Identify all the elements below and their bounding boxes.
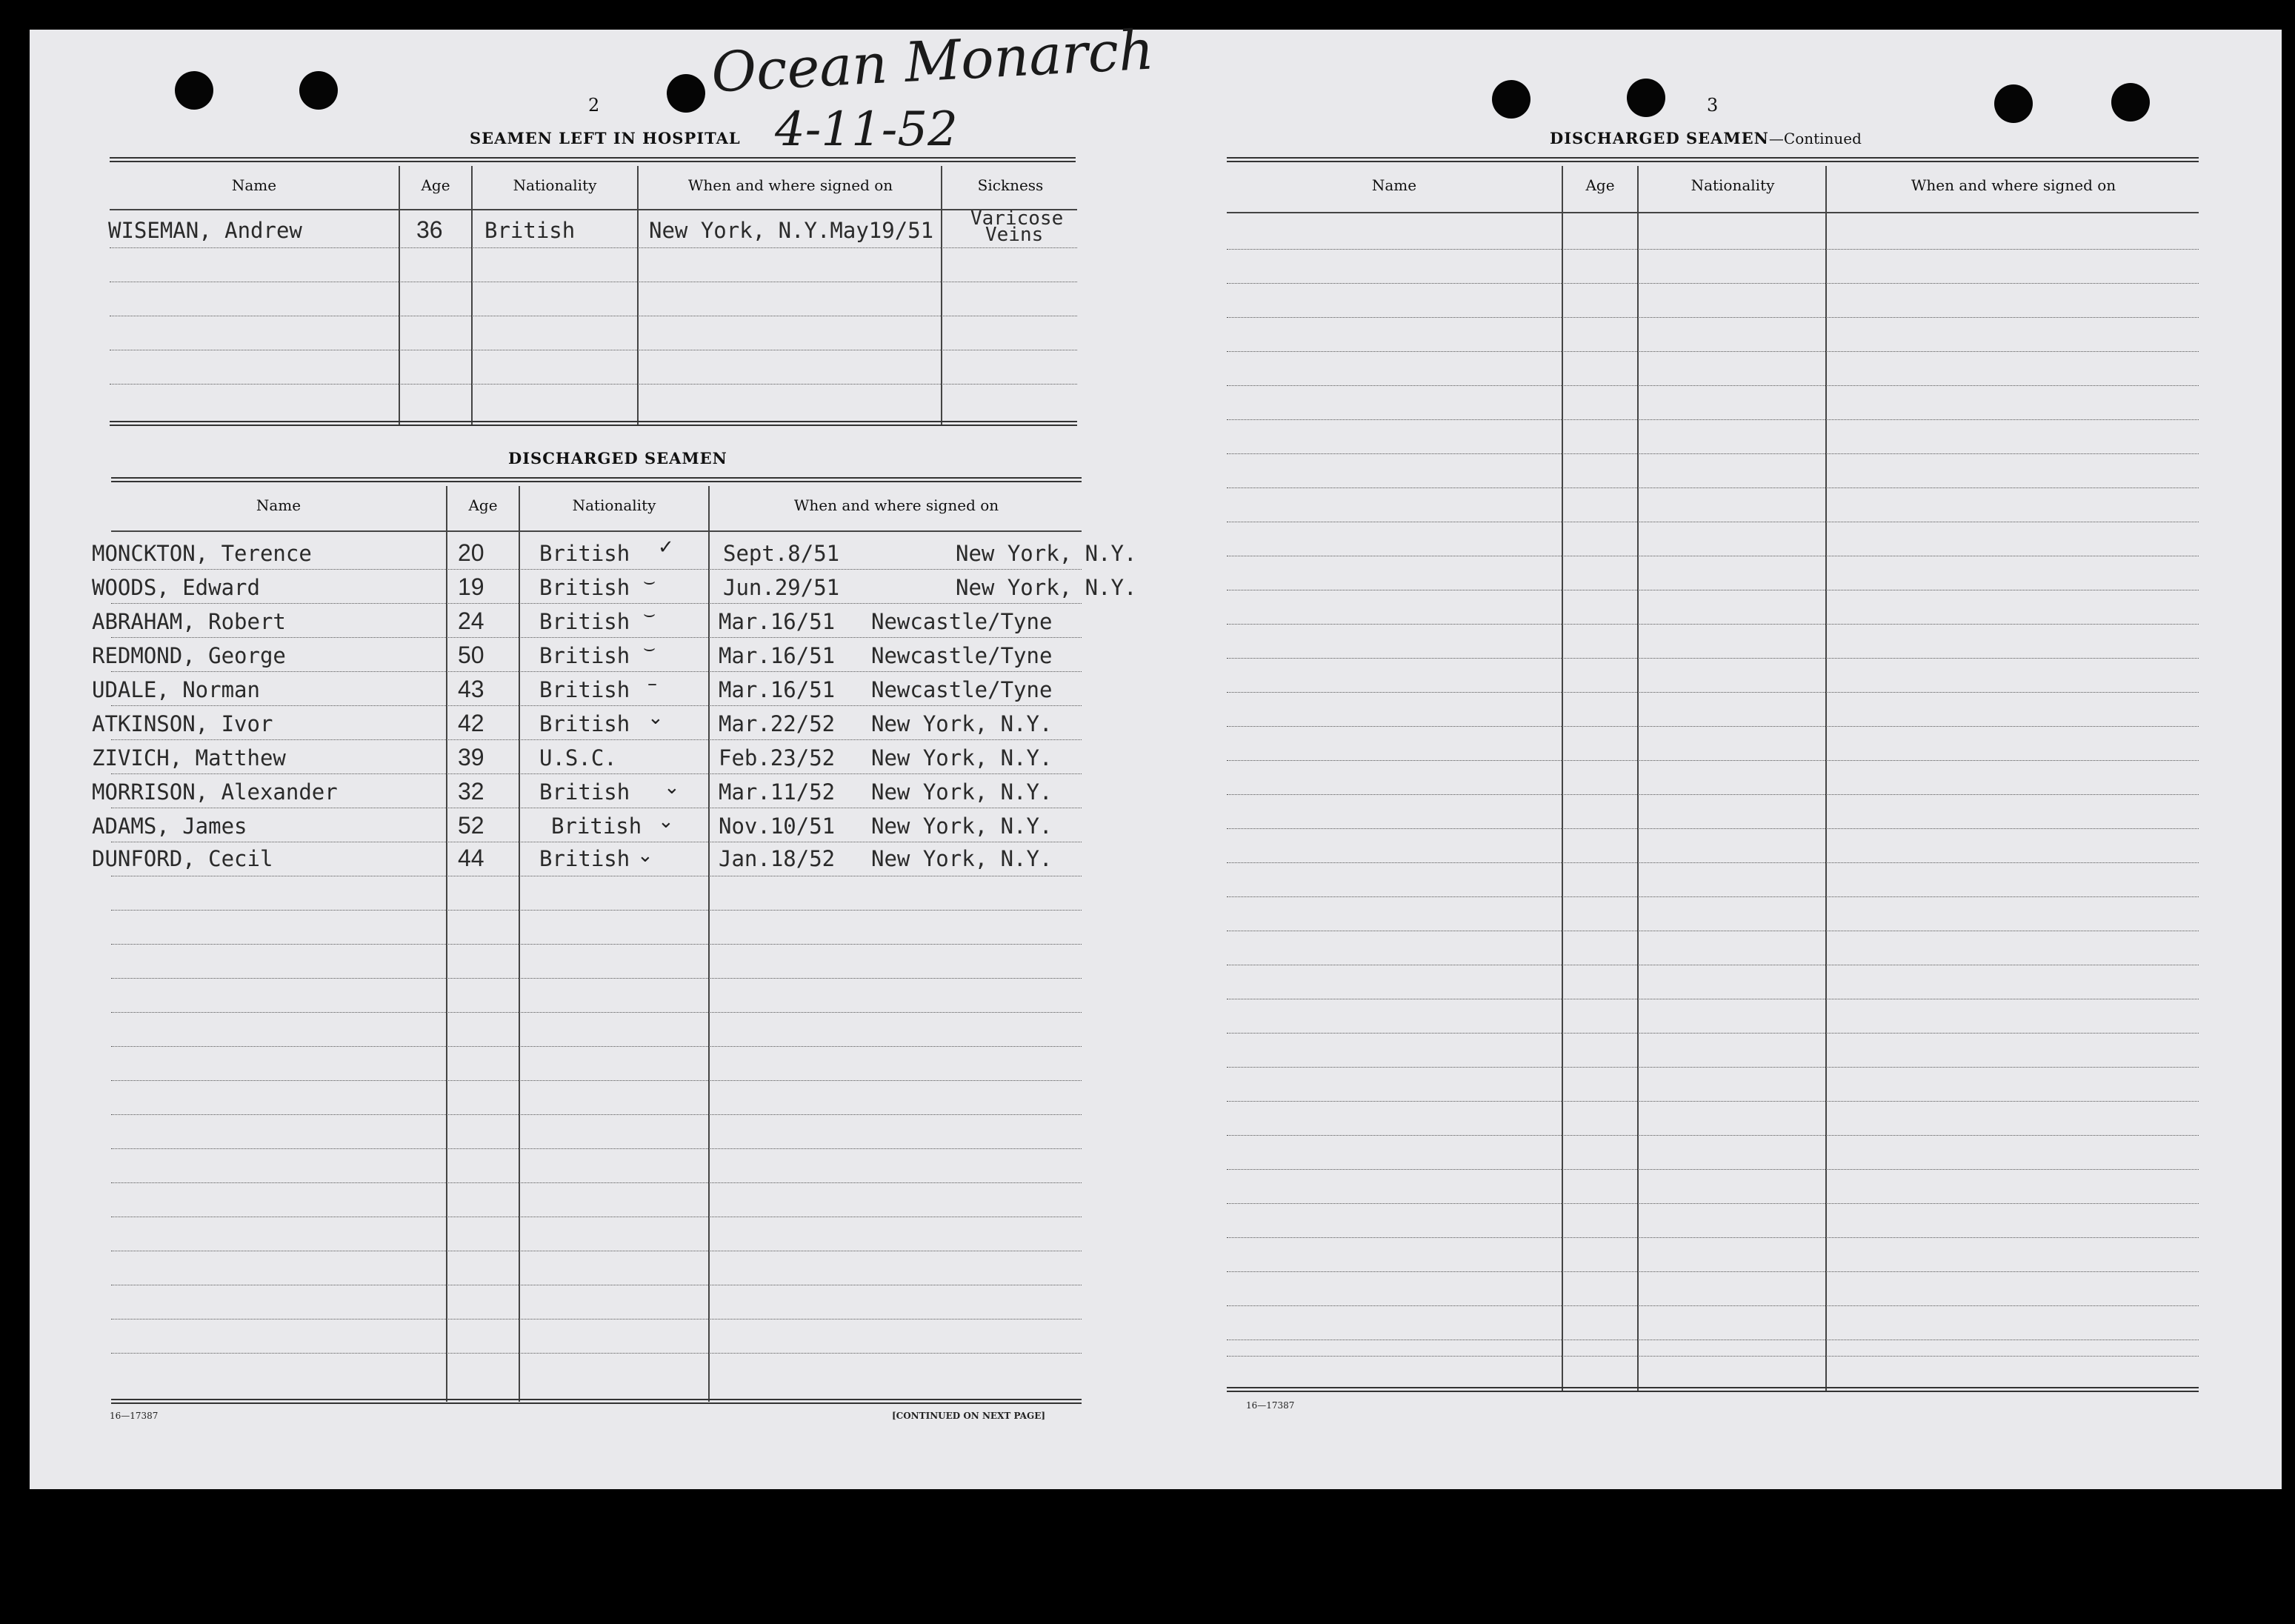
signed-on-place: New York, N.Y. (871, 745, 1053, 771)
seaman-name: DUNFORD, Cecil (92, 846, 273, 871)
seaman-age: 19 (458, 573, 484, 600)
seaman-age: 32 (458, 778, 484, 805)
column-header-signed-on: When and where signed on (1911, 176, 2116, 194)
seaman-sickness: Veins (985, 224, 1044, 246)
signed-on-place: Newcastle/Tyne (871, 609, 1053, 634)
seaman-age: 43 (458, 676, 484, 702)
signed-on-date: Nov.10/51 (719, 813, 836, 839)
punch-hole (1627, 79, 1665, 117)
column-header-sickness: Sickness (977, 176, 1044, 194)
section-title-hospital: SEAMEN LEFT IN HOSPITAL (470, 129, 741, 147)
table-top-rule (110, 157, 1076, 162)
signed-on-date: Jun.29/51 (723, 575, 840, 600)
signed-on-date: Mar.11/52 (719, 779, 836, 805)
seaman-nationality: British (539, 541, 630, 566)
seaman-nationality: British (484, 218, 576, 243)
handwritten-ship-name: Ocean Monarch (710, 18, 1156, 105)
seaman-name: WISEMAN, Andrew (108, 218, 302, 243)
check-mark: ⌣ (643, 637, 656, 659)
seaman-nationality: British (539, 846, 630, 871)
punch-hole (2111, 83, 2150, 122)
signed-on-date: Jan.18/52 (719, 846, 836, 871)
page-number: 3 (1707, 95, 1719, 116)
seaman-name: UDALE, Norman (92, 677, 260, 702)
seaman-nationality: British (539, 779, 630, 805)
check-mark: ⌄ (658, 811, 674, 833)
seaman-nationality: British (551, 813, 642, 839)
column-header-name: Name (256, 496, 302, 514)
check-mark: ⌄ (647, 707, 664, 729)
signed-on-place: New York, N.Y. (871, 846, 1053, 871)
signed-on-place: New York, N.Y. (871, 711, 1053, 736)
seaman-name: ATKINSON, Ivor (92, 711, 273, 736)
punch-hole (667, 74, 705, 113)
column-header-age: Age (1585, 176, 1615, 194)
column-header-signed-on: When and where signed on (687, 176, 893, 194)
seaman-age: 44 (458, 845, 484, 871)
signed-on-place: New York, N.Y. (956, 575, 1137, 600)
continued-note: [CONTINUED ON NEXT PAGE] (892, 1411, 1046, 1421)
signed-on-date: Mar.22/52 (719, 711, 836, 736)
section-title-discharged-continued: DISCHARGED SEAMEN—Continued (1550, 129, 1862, 147)
column-header-name: Name (231, 176, 277, 194)
seaman-name: REDMOND, George (92, 643, 286, 668)
check-mark: ⌄ (664, 776, 680, 799)
column-header-nationality: Nationality (572, 496, 656, 514)
seaman-sickness: Varicose (970, 207, 1064, 230)
signed-on-place: New York, N.Y. (956, 541, 1137, 566)
check-mark: – (647, 673, 657, 695)
seaman-age: 39 (458, 744, 484, 771)
punch-hole (299, 71, 338, 110)
signed-on-place: New York, N.Y. (871, 779, 1053, 805)
seaman-name: WOODS, Edward (92, 575, 260, 600)
seaman-age: 24 (458, 608, 484, 634)
column-header-nationality: Nationality (513, 176, 597, 194)
seaman-age: 50 (458, 642, 484, 668)
punch-hole (175, 71, 213, 110)
column-header-age: Age (421, 176, 450, 194)
seaman-age: 42 (458, 710, 484, 736)
punch-hole (1492, 80, 1530, 119)
signed-on-date: Mar.16/51 (719, 609, 836, 634)
handwritten-date: 4-11-52 (775, 102, 958, 157)
check-mark: ⌣ (643, 603, 656, 625)
check-mark: ⌣ (643, 570, 656, 593)
seaman-name: ZIVICH, Matthew (92, 745, 286, 771)
seaman-age: 20 (458, 539, 484, 566)
seaman-nationality: U.S.C. (539, 745, 617, 771)
check-mark: ✓ (658, 536, 674, 559)
section-title-discharged: DISCHARGED SEAMEN (508, 449, 727, 467)
form-number: 16—17387 (110, 1411, 159, 1421)
form-number: 16—17387 (1246, 1400, 1295, 1411)
seaman-nationality: British (539, 575, 630, 600)
column-header-signed-on: When and where signed on (793, 496, 999, 514)
signed-on-place: Newcastle/Tyne (871, 643, 1053, 668)
seaman-nationality: British (539, 711, 630, 736)
check-mark: ⌄ (637, 845, 653, 867)
seaman-name: ADAMS, James (92, 813, 247, 839)
signed-on-place: Newcastle/Tyne (871, 677, 1053, 702)
seaman-name: MORRISON, Alexander (92, 779, 338, 805)
seaman-nationality: British (539, 643, 630, 668)
column-header-age: Age (468, 496, 498, 514)
signed-on-date: Feb.23/52 (719, 745, 836, 771)
seaman-age: 36 (416, 216, 443, 243)
seaman-signed-on: New York, N.Y.May19/51 (649, 218, 934, 243)
seaman-nationality: British (539, 677, 630, 702)
seaman-age: 52 (458, 812, 484, 839)
signed-on-place: New York, N.Y. (871, 813, 1053, 839)
seaman-name: ABRAHAM, Robert (92, 609, 286, 634)
seaman-name: MONCKTON, Terence (92, 541, 312, 566)
column-header-name: Name (1371, 176, 1417, 194)
punch-hole (1994, 84, 2033, 123)
column-header-nationality: Nationality (1691, 176, 1775, 194)
page-number: 2 (588, 95, 600, 116)
signed-on-date: Sept.8/51 (723, 541, 840, 566)
seaman-nationality: British (539, 609, 630, 634)
signed-on-date: Mar.16/51 (719, 643, 836, 668)
signed-on-date: Mar.16/51 (719, 677, 836, 702)
